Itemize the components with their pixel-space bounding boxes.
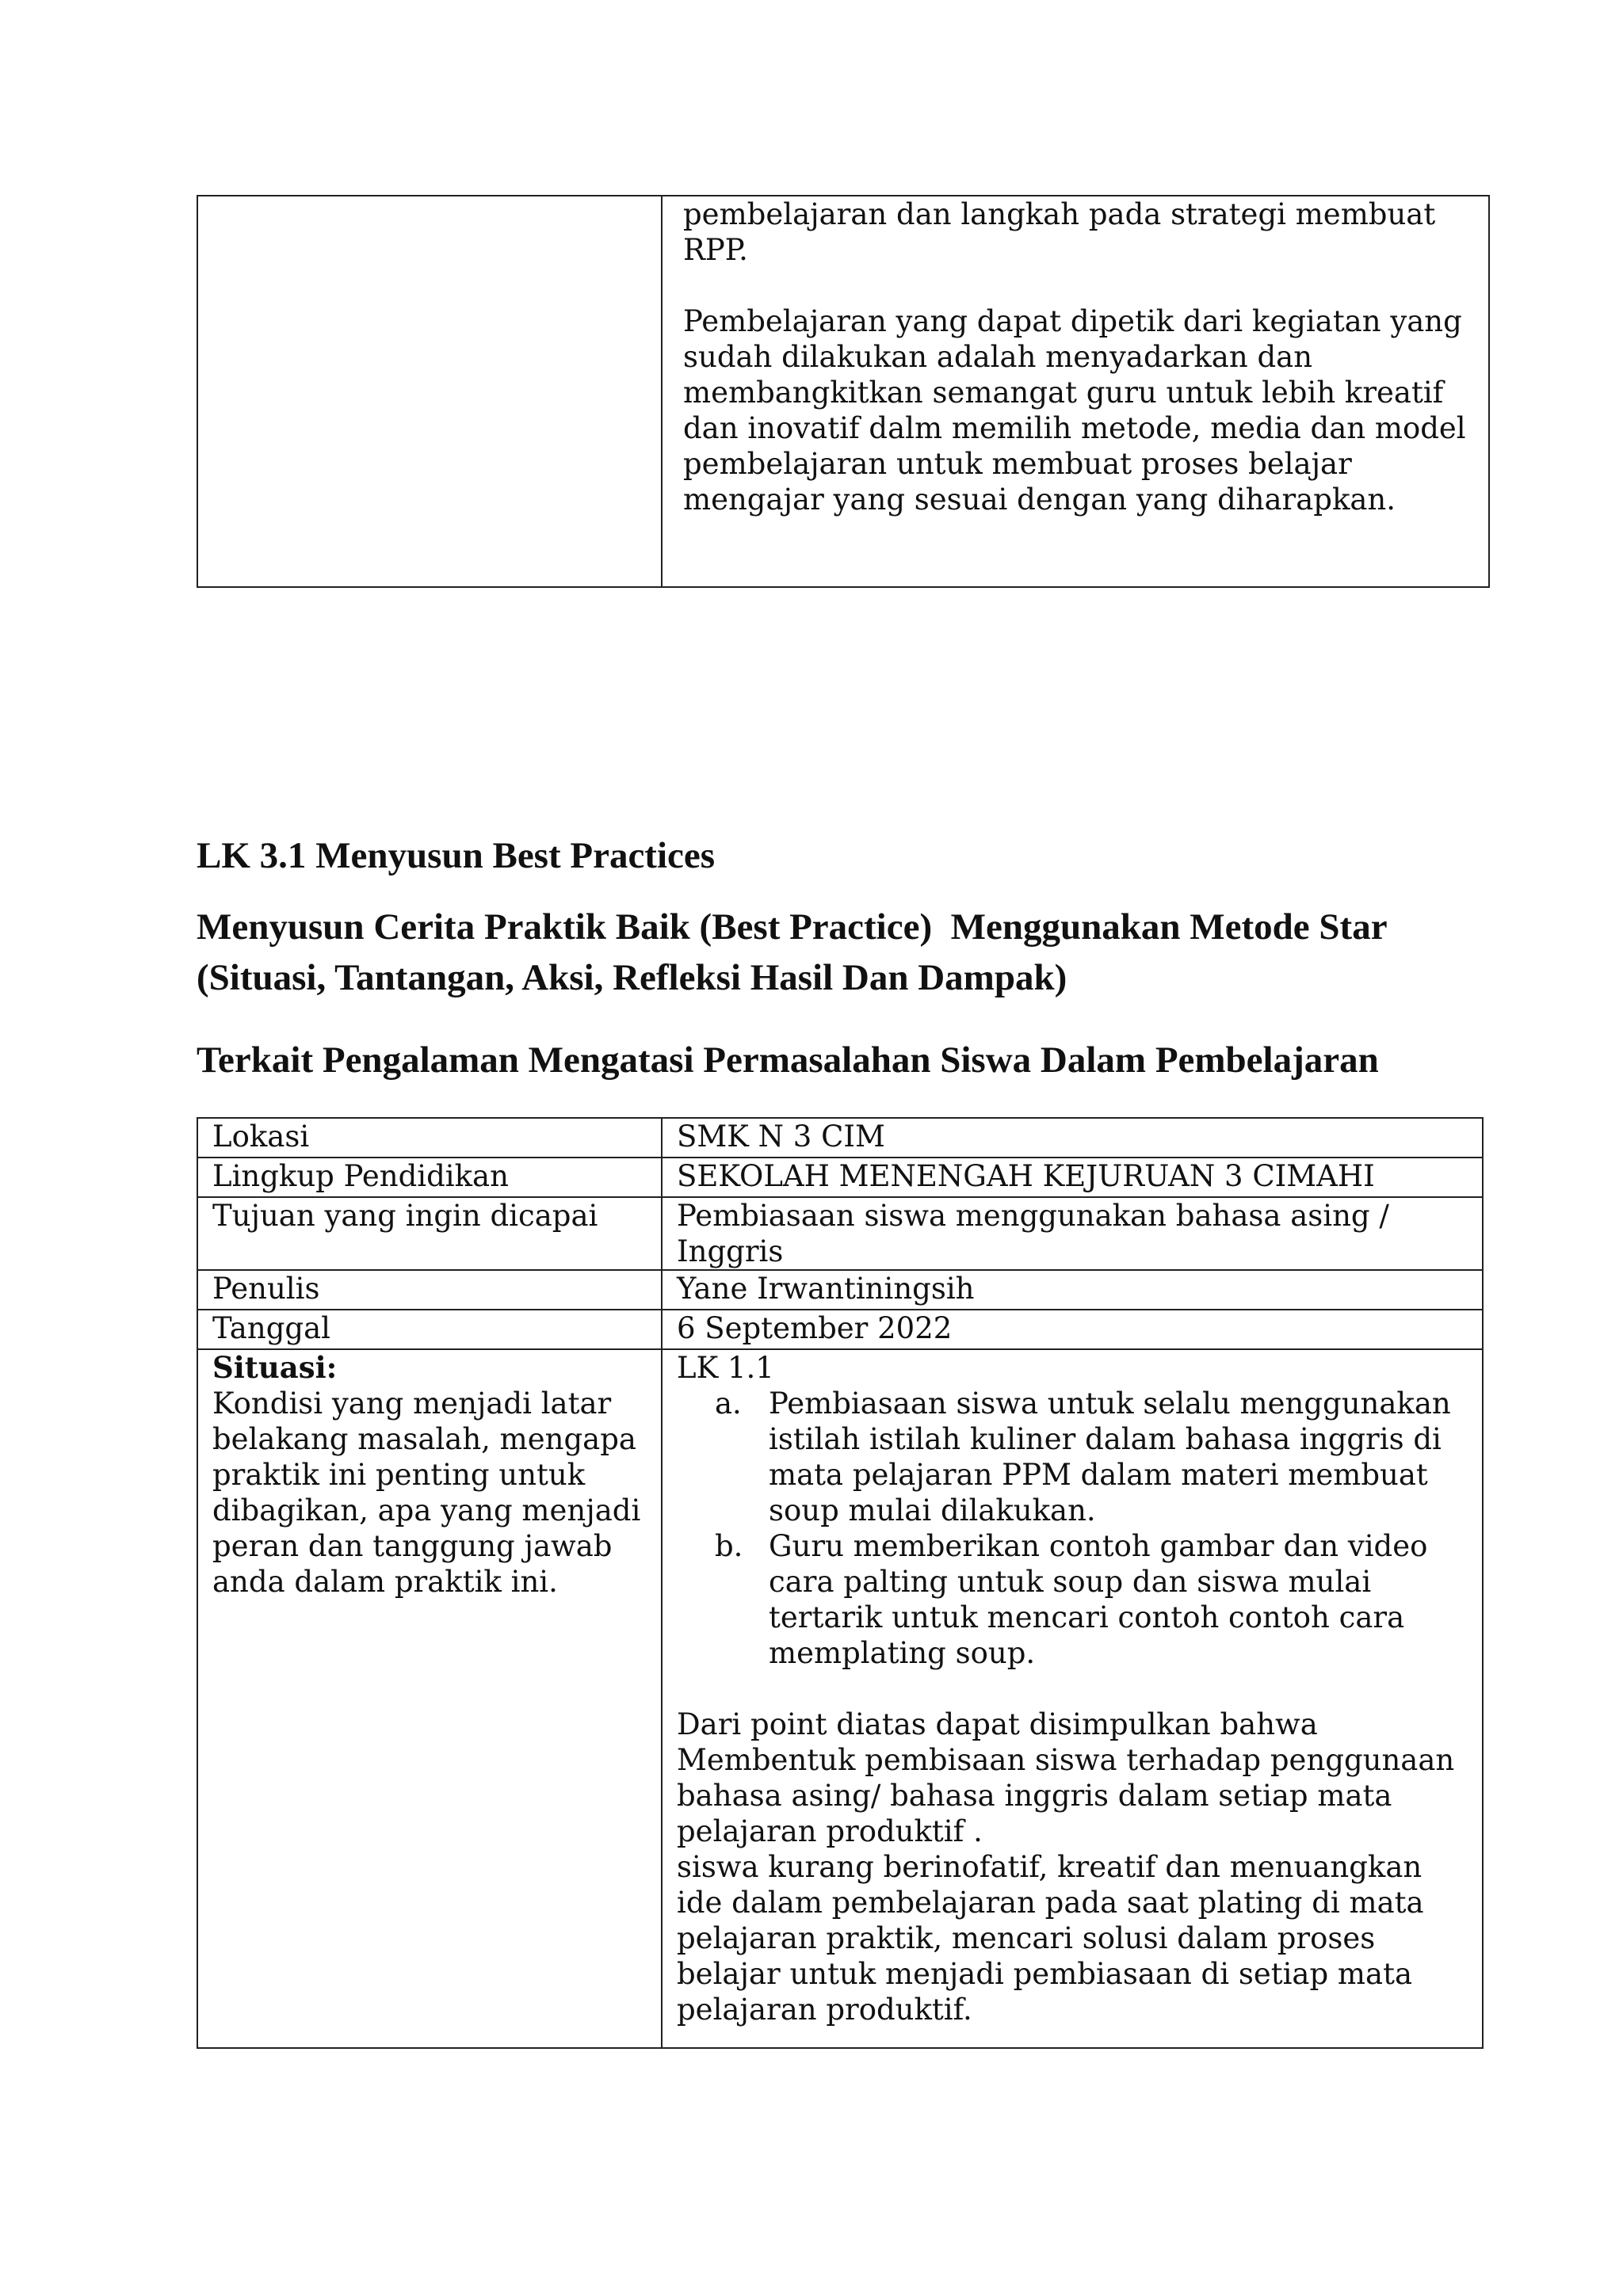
table-row: [197, 1310, 1483, 1349]
heading-line-2: (Situasi, Tantangan, Aksi, Refleksi Hasil Dan Dampak): [197, 957, 1067, 998]
list-marker: b.: [715, 1529, 743, 1563]
section-heading-cerita: [197, 902, 1388, 1003]
continuation-paragraph-2: Pembelajaran yang dapat dipetik dari kegiatan yang sudah dilakukan adalah menyadarkan dan membangkitkan semangat guru untuk lebih kreatif dan inovatif dalm memilih metode, media dan model pembelajaran untuk membuat proses belajar mengajar yang sesuai dengan yang diharapkan.: [683, 304, 1466, 517]
conclusion-paragraph-1: Dari point diatas dapat disimpulkan bahwa Membentuk pembisaan siswa terhadap penggunaan bahasa asing/ bahasa inggris dalam setiap mata pelajaran produktif .: [677, 1707, 1455, 1848]
table-row: [197, 1270, 1483, 1310]
conclusion-paragraph-2: siswa kurang berinofatif, kreatif dan menuangkan ide dalam pembelajaran pada saat plating di mata pelajaran praktik, mencari solusi dalam proses belajar untuk menjadi pembiasaan di setiap mata pelajaran produktif.: [677, 1850, 1424, 2027]
row-label: Lingkup Pendidikan: [197, 1158, 662, 1197]
table-row: [197, 1118, 1483, 1158]
list-item-text: Pembiasaan siswa untuk selalu menggunakan istilah istilah kuliner dalam bahasa inggris di mata pelajaran PPM dalam materi membuat soup mulai dilakukan.: [769, 1386, 1451, 1527]
situasi-label-cell: [197, 1349, 662, 2048]
table-row: [197, 1158, 1483, 1197]
list-item-text: Guru memberikan contoh gambar dan video cara palting untuk soup dan siswa mulai tertarik untuk mencari contoh contoh cara memplating soup.: [769, 1529, 1428, 1670]
continuation-table: [197, 195, 1490, 588]
table-row: [197, 1197, 1483, 1270]
situasi-description: Kondisi yang menjadi latar belakang masalah, mengapa praktik ini penting untuk dibagikan, apa yang menjadi peran dan tanggung jawab anda dalam praktik ini.: [212, 1386, 641, 1599]
best-practice-table: [197, 1117, 1484, 2049]
continuation-left-cell: [197, 196, 662, 587]
row-value: 6 September 2022: [662, 1310, 1483, 1349]
situasi-row: [197, 1349, 1483, 2048]
lk-label: LK 1.1: [677, 1351, 774, 1385]
heading-line-1: Menyusun Cerita Praktik Baik (Best Practice) Menggunakan Metode Star: [197, 906, 1388, 948]
row-value: Yane Irwantiningsih: [662, 1270, 1483, 1310]
row-value: SEKOLAH MENENGAH KEJURUAN 3 CIMAHI: [662, 1158, 1483, 1197]
situasi-label: Situasi:: [212, 1350, 338, 1385]
continuation-right-cell: [662, 196, 1489, 587]
continuation-paragraph-1: pembelajaran dan langkah pada strategi membuat RPP.: [683, 197, 1436, 267]
row-value: SMK N 3 CIM: [662, 1118, 1483, 1158]
situasi-content-cell: [662, 1349, 1483, 2048]
list-item: [677, 1386, 1458, 1528]
continuation-row: [197, 196, 1489, 587]
list-item: [677, 1528, 1458, 1671]
section-heading-terkait: Terkait Pengalaman Mengatasi Permasalahan Siswa Dalam Pembelajaran: [197, 1039, 1379, 1081]
row-label: Tanggal: [197, 1310, 662, 1349]
row-label: Penulis: [197, 1270, 662, 1310]
section-heading-lk31: LK 3.1 Menyusun Best Practices: [197, 835, 716, 876]
row-value: Pembiasaan siswa menggunakan bahasa asing / Inggris: [662, 1197, 1483, 1270]
row-label: Lokasi: [197, 1118, 662, 1158]
list-marker: a.: [715, 1386, 742, 1421]
row-label: Tujuan yang ingin dicapai: [197, 1197, 662, 1270]
situasi-list: [677, 1386, 1458, 1671]
